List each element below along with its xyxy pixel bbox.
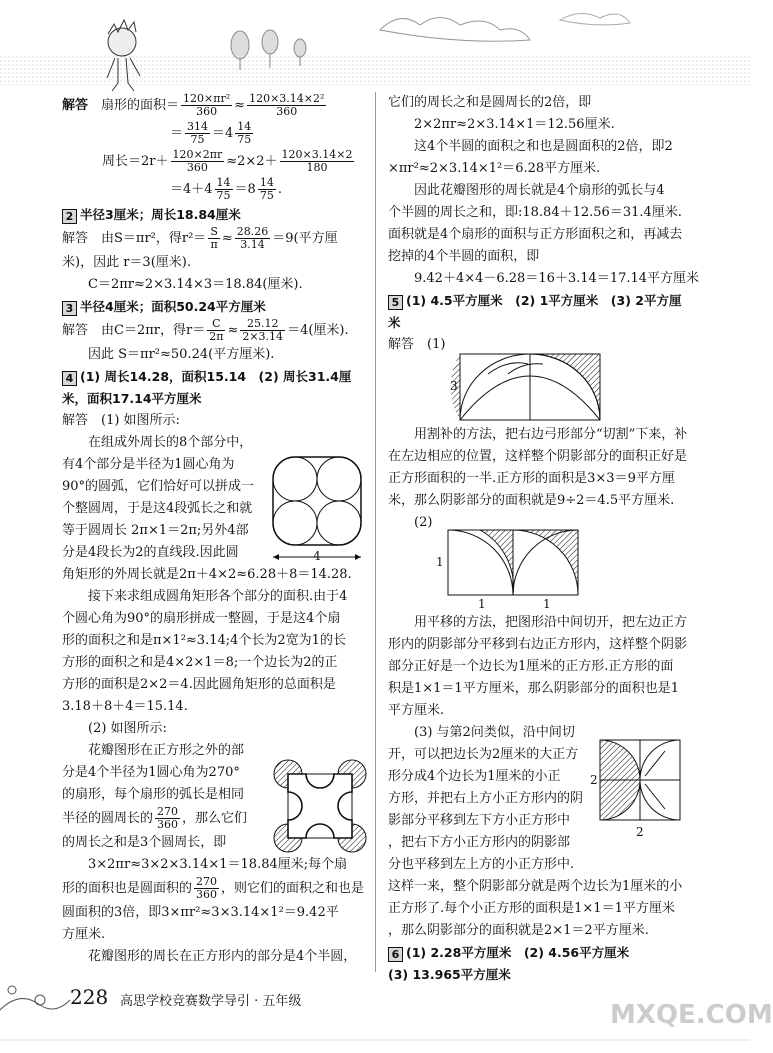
text: 有4个部分是半径为1圆心角为 xyxy=(62,457,235,472)
page-number: 228 xyxy=(70,985,109,1009)
text: 因此 S＝πr²≈50.24(平方厘米). xyxy=(88,347,275,362)
text: 分是4段长为2的直线段.因此圆 xyxy=(62,545,239,560)
fraction: $\frac{C}{2\pi}$ xyxy=(209,317,224,343)
text: ×πr²≈2×3.14×1²＝6.28平方厘米. xyxy=(388,161,601,176)
text: ＝4(厘米). xyxy=(287,323,349,338)
text: ＝8 xyxy=(234,182,256,197)
q2-heading xyxy=(62,204,367,226)
text: 方厘米. xyxy=(62,927,106,942)
text: 花瓣图形的周长在正方形内的部分是4个半圆， xyxy=(88,949,357,964)
fig4-left-label: 1 xyxy=(436,555,444,569)
text: 用割补的方法，把右边弓形部分“切割”下来，补 xyxy=(414,427,688,442)
fraction: $\frac{14}{75}$ xyxy=(237,120,252,146)
text: (3) 13.965平方厘米 xyxy=(388,967,511,982)
text: 部分正好是一个边长为1厘米的正方形.正方形的面 xyxy=(388,659,674,674)
text: 形的面积之和是π×1²≈3.14;4个长为2宽为1的长 xyxy=(62,633,346,648)
text: (2) xyxy=(414,515,433,530)
q3-line xyxy=(62,318,367,344)
q4-heading xyxy=(62,366,367,388)
fig4-bottom-label-2: 1 xyxy=(543,597,551,611)
text: 个整圆周，于是这4段弧长之和就 xyxy=(62,501,253,516)
figure-flower xyxy=(270,756,370,856)
text: 分也平移到左上方的小正方形中. xyxy=(388,857,575,872)
text: 9.42＋4×4－6.28＝16＋3.14＝17.14平方厘米 xyxy=(414,271,700,286)
question-number: 3 xyxy=(62,301,77,316)
figure-two-squares xyxy=(430,526,590,612)
text: ，把右下方小正方形内的阴影部 xyxy=(388,835,571,850)
answer-1-area xyxy=(62,92,367,120)
text: 这样一来，整个阴影部分就是两个边长为1厘米的小 xyxy=(388,879,683,894)
text: C＝2πr≈2×3.14×3＝18.84(厘米). xyxy=(88,277,303,292)
text: 平方厘米. xyxy=(388,703,445,718)
text: 解答 (1) xyxy=(388,337,446,352)
text: (1) 4.5平方厘米 (2) 1平方厘米 (3) 2平方厘 xyxy=(406,293,682,308)
text: 半径4厘米；面积50.24平方厘米 xyxy=(80,299,266,314)
text: 2×2πr≈2×3.14×1＝12.56厘米. xyxy=(414,117,615,132)
text: 角矩形的外周长就是2π＋4×2≈6.28＋8＝14.28. xyxy=(62,567,352,582)
text: 接下来求组成圆角矩形各个部分的面积.由于4 xyxy=(88,589,348,604)
text: ≈2×2＋ xyxy=(226,154,278,169)
fraction: $\frac{\text{120×πr²}}{360}$ xyxy=(183,92,231,118)
text: 的扇形，每个扇形的弧长是相同 xyxy=(62,787,245,802)
fraction: $\frac{28.26}{3.14}$ xyxy=(236,225,269,251)
text: ≈ xyxy=(234,98,246,113)
q2-line xyxy=(62,226,367,252)
text: 因此花瓣图形的周长就是4个扇形的弧长与4 xyxy=(414,183,665,198)
fraction: $\frac{120\times 3.14\times 2}{180}$ xyxy=(281,148,353,174)
watermark: MXQE.COM xyxy=(610,1000,773,1030)
text: 米，那么阴影部分的面积就是9÷2＝4.5平方厘米. xyxy=(388,493,675,508)
text: 这4个半圆的面积之和也是圆面积的2倍，即2 xyxy=(414,139,673,154)
text: 米，面积17.14平方厘米 xyxy=(62,391,202,406)
text: 挖掉的4个半圆的面积，即 xyxy=(388,249,540,264)
text: 正方形了.每个小正方形的面积是1×1＝1平方厘米 xyxy=(388,901,675,916)
fraction: $\frac{14}{75}$ xyxy=(259,176,274,202)
fig1-dim-label: 4 xyxy=(313,549,321,563)
text: 解答 由C＝2πr，得r＝ xyxy=(62,323,206,338)
fraction: $\frac{120\times 2\pi r}{360}$ xyxy=(172,148,223,174)
text: 开，可以把边长为2厘米的大正方 xyxy=(388,747,579,762)
perimeter-line xyxy=(62,148,367,176)
fraction: $\frac{14}{75}$ xyxy=(216,176,231,202)
text: ≈ xyxy=(227,323,239,338)
text: 在组成外周长的8个部分中， xyxy=(88,435,253,450)
answer-label: 解答 xyxy=(62,98,89,113)
text: 米)，因此 r＝3(厘米). xyxy=(62,255,191,270)
text: 90°的圆弧，它们恰好可以拼成一 xyxy=(62,479,255,494)
text: ＝4 xyxy=(212,126,234,141)
answer-1-area-2 xyxy=(62,120,367,148)
text: (3) 与第2问类似，沿中间切 xyxy=(414,725,575,740)
text: 在左边相应的位置，这样整个阴影部分的面积正好是 xyxy=(388,449,688,464)
column-divider xyxy=(375,92,376,972)
fig5-left-label: 2 xyxy=(590,773,598,787)
text: ＝ xyxy=(170,126,184,141)
text: 影部分平移到左下方小正方形中 xyxy=(388,813,571,828)
figure-rounded-rect xyxy=(268,452,368,572)
fraction: $\frac{S}{\pi}$ xyxy=(210,225,218,251)
text: ＝9(平方厘 xyxy=(272,231,338,246)
text: ，则它们的面积之和也是 xyxy=(221,881,365,896)
text: 圆面积的3倍，即3×πr²≈3×3.14×1²＝9.42平 xyxy=(62,905,339,920)
text: ＝4＋4 xyxy=(170,182,213,197)
text: 分是4个半径为1圆心角为270° xyxy=(62,765,240,780)
q3-heading xyxy=(62,296,367,318)
question-number: 5 xyxy=(388,295,403,310)
text: 面积就是4个扇形的面积与正方形面积之和，再减去 xyxy=(388,227,683,242)
book-title: 高思学校竞赛数学导引 · 五年级 xyxy=(120,994,302,1009)
q4-para1 xyxy=(62,432,262,564)
header-illustration xyxy=(0,0,750,92)
text: 积是1×1＝1平方厘米，那么阴影部分的面积也是1 xyxy=(388,681,679,696)
fig5-bottom-label: 2 xyxy=(636,825,644,839)
text: (2) 如图所示: xyxy=(88,721,167,736)
text: 解答 (1) 如图所示: xyxy=(62,413,180,428)
text: 半径3厘米；周长18.84厘米 xyxy=(80,207,241,222)
q5-heading xyxy=(388,290,698,312)
text: 方形的面积之和是4×2×1＝8;一个边长为2的正 xyxy=(62,655,338,670)
text: (1) 周长14.28，面积15.14 (2) 周长31.4厘 xyxy=(80,369,352,384)
text: 正方形面积的一半.正方形的面积是3×3＝9平方厘 xyxy=(388,471,675,486)
q5-para3 xyxy=(388,722,588,876)
text: 个半圆的周长之和，即:18.84＋12.56＝31.4厘米. xyxy=(388,205,682,220)
fraction: $\frac{270}{360}$ xyxy=(157,805,179,831)
text: 3.18＋8＋4＝15.14. xyxy=(62,699,188,714)
fig3-dim-label: 3 xyxy=(450,379,458,393)
fig4-bottom-label-1: 1 xyxy=(478,597,486,611)
fraction: $\frac{\text{120×3.14×2²}}{360}$ xyxy=(249,92,325,118)
question-number: 6 xyxy=(388,947,403,962)
perimeter-line-2: ＝4＋4 $\frac{14}{75}$ ＝8 $\frac{14}{75}$ . xyxy=(170,176,282,202)
fraction: $\frac{314}{75}$ xyxy=(187,120,209,146)
text: 扇形的面积＝ xyxy=(101,98,180,113)
fraction: $\frac{25.12}{2\times 3.14}$ xyxy=(242,317,284,343)
text: 解答 由S＝πr²，得r²＝ xyxy=(62,231,207,246)
q6-heading xyxy=(388,942,698,964)
text: 3×2πr≈3×2×3.14×1＝18.84厘米;每个扇 xyxy=(88,857,348,872)
fraction: $\frac{270}{360}$ xyxy=(196,875,218,901)
text: 半径的圆周长的 xyxy=(62,811,154,826)
text: ，那么它们 xyxy=(182,811,248,826)
text: ，那么阴影部分的面积就是2×1＝2平方厘米. xyxy=(388,923,649,938)
text: 形的面积也是圆面积的 xyxy=(62,881,193,896)
q4-p5 xyxy=(62,876,367,902)
text: 米 xyxy=(388,315,401,330)
text: 形内的阴影部分平移到右边正方形内，这样整个阴影 xyxy=(388,637,688,652)
text: 方形，并把右上方小正方形内的阴 xyxy=(388,791,584,806)
text: 的周长之和是3个圆周长，即 xyxy=(62,835,227,850)
text: 形分成4个边长为1厘米的小正 xyxy=(388,769,561,784)
text: ≈ xyxy=(221,231,233,246)
text: (1) 2.28平方厘米 (2) 4.56平方厘米 xyxy=(406,945,630,960)
question-number: 2 xyxy=(62,209,77,224)
text: 个圆心角为90°的扇形拼成一整圆，于是这4个扇 xyxy=(62,611,341,626)
text: 用平移的方法，把图形沿中间切开，把左边正方 xyxy=(414,615,688,630)
text: 它们的周长之和是圆周长的2倍，即 xyxy=(388,95,592,110)
figure-segment xyxy=(448,352,608,424)
question-number: 4 xyxy=(62,371,77,386)
text: 花瓣图形在正方形之外的部 xyxy=(88,743,245,758)
text: 周长＝2r＋ xyxy=(102,154,169,169)
text: 方形的面积是2×2＝4.因此圆角矩形的总面积是 xyxy=(62,677,336,692)
figure-four-squares xyxy=(590,736,690,840)
text: 等于圆周长 2π×1＝2π;另外4部 xyxy=(62,523,249,538)
